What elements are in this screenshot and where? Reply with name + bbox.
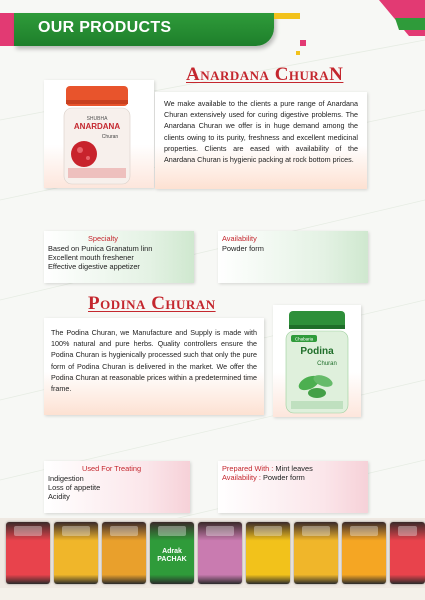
product-thumbnail-cap	[254, 526, 282, 536]
header-yellow-accent	[274, 13, 300, 19]
availability-row	[222, 473, 305, 482]
product-thumbnail	[54, 522, 98, 584]
product-thumbnail-cap	[302, 526, 330, 536]
header-pink-accent	[0, 13, 14, 46]
prepared-row	[222, 464, 313, 473]
specialty-line: Excellent mouth freshener	[48, 253, 134, 262]
product-thumbnail	[150, 522, 194, 584]
anardana-jar-image	[44, 80, 154, 188]
product-thumbnail-cap	[398, 526, 417, 536]
product-thumbnail	[198, 522, 242, 584]
podina-jar-image	[273, 305, 361, 417]
pomegranate-icon	[71, 141, 97, 167]
anardana-jar-name: ANARDANA	[73, 122, 121, 131]
page-title: OUR PRODUCTS	[38, 19, 172, 36]
header-banner	[0, 0, 425, 60]
prepared-label: Prepared With :	[222, 464, 274, 473]
product-thumbnail-cap	[158, 526, 186, 536]
treating-line: Indigestion	[48, 474, 84, 483]
availability-value: Powder form	[222, 244, 264, 253]
product-thumbnail	[6, 522, 50, 584]
product-thumbnail	[246, 522, 290, 584]
availability-heading: Availability	[222, 234, 257, 243]
bottom-bar	[0, 588, 425, 600]
specialty-line: Effective digestive appetizer	[48, 262, 140, 271]
product-thumbnail-cap	[62, 526, 90, 536]
podina-jar-name: Podina	[300, 346, 334, 357]
podina-title: Podina Churan	[88, 293, 216, 314]
specialty-heading: Specialty	[88, 234, 118, 243]
prepared-box	[218, 461, 368, 513]
treating-line: Acidity	[48, 492, 70, 501]
podina-jar-brand: Chabaria	[294, 336, 314, 342]
product-thumbnail-cap	[206, 526, 234, 536]
product-thumbnail-label: Adrak PACHAK	[157, 548, 187, 563]
product-thumbnail	[294, 522, 338, 584]
product-thumbnail-cap	[350, 526, 378, 536]
anardana-title: Anardana ChuraN	[186, 64, 344, 85]
specialty-line: Based on Punica Granatum linn	[48, 244, 153, 253]
header-pink-square	[300, 40, 306, 46]
podina-description: The Podina Churan, we Manufacture and Supply is made with 100% natural and pure herbs. Quality controllers ensure the Podina Churan is hygienically processed such that only the pure form of Podina Churan is delivered in the market. We offer the Podina Churan at reasonable prices within a predetermined time frame.	[44, 318, 264, 415]
product-thumbnail-cap	[110, 526, 138, 536]
podina-availability-value: Powder form	[260, 473, 305, 482]
treating-line: Loss of appetite	[48, 483, 101, 492]
product-thumbnail	[102, 522, 146, 584]
availability-box	[218, 231, 368, 283]
product-thumbnail	[390, 522, 425, 584]
podina-jar-sub: Churan	[317, 361, 337, 367]
header-corner-decoration	[365, 0, 425, 36]
prepared-value: Mint leaves	[273, 464, 313, 473]
treating-box	[44, 461, 190, 513]
podina-image-card	[273, 305, 361, 417]
anardana-jar-sub: Churan	[101, 134, 119, 140]
specialty-box	[44, 231, 194, 283]
product-thumbnail-cap	[14, 526, 42, 536]
product-thumbnail	[342, 522, 386, 584]
anardana-image-card	[44, 80, 154, 188]
treating-heading: Used For Treating	[82, 464, 142, 473]
podina-availability-label: Availability :	[222, 473, 261, 482]
header-yellow-square	[296, 51, 300, 55]
anardana-description: We make available to the clients a pure range of Anardana Churan extensively used for curing digestive problems. The Anardana Churan we offer is in huge demand among the clients owing to its purity, freshness and excellent medicinal properties. Clients are eased with availability of the Anardana Churan is hygienic packing at rock bottom prices.	[155, 92, 367, 189]
anardana-jar-brand: SHUBHA	[86, 116, 108, 122]
